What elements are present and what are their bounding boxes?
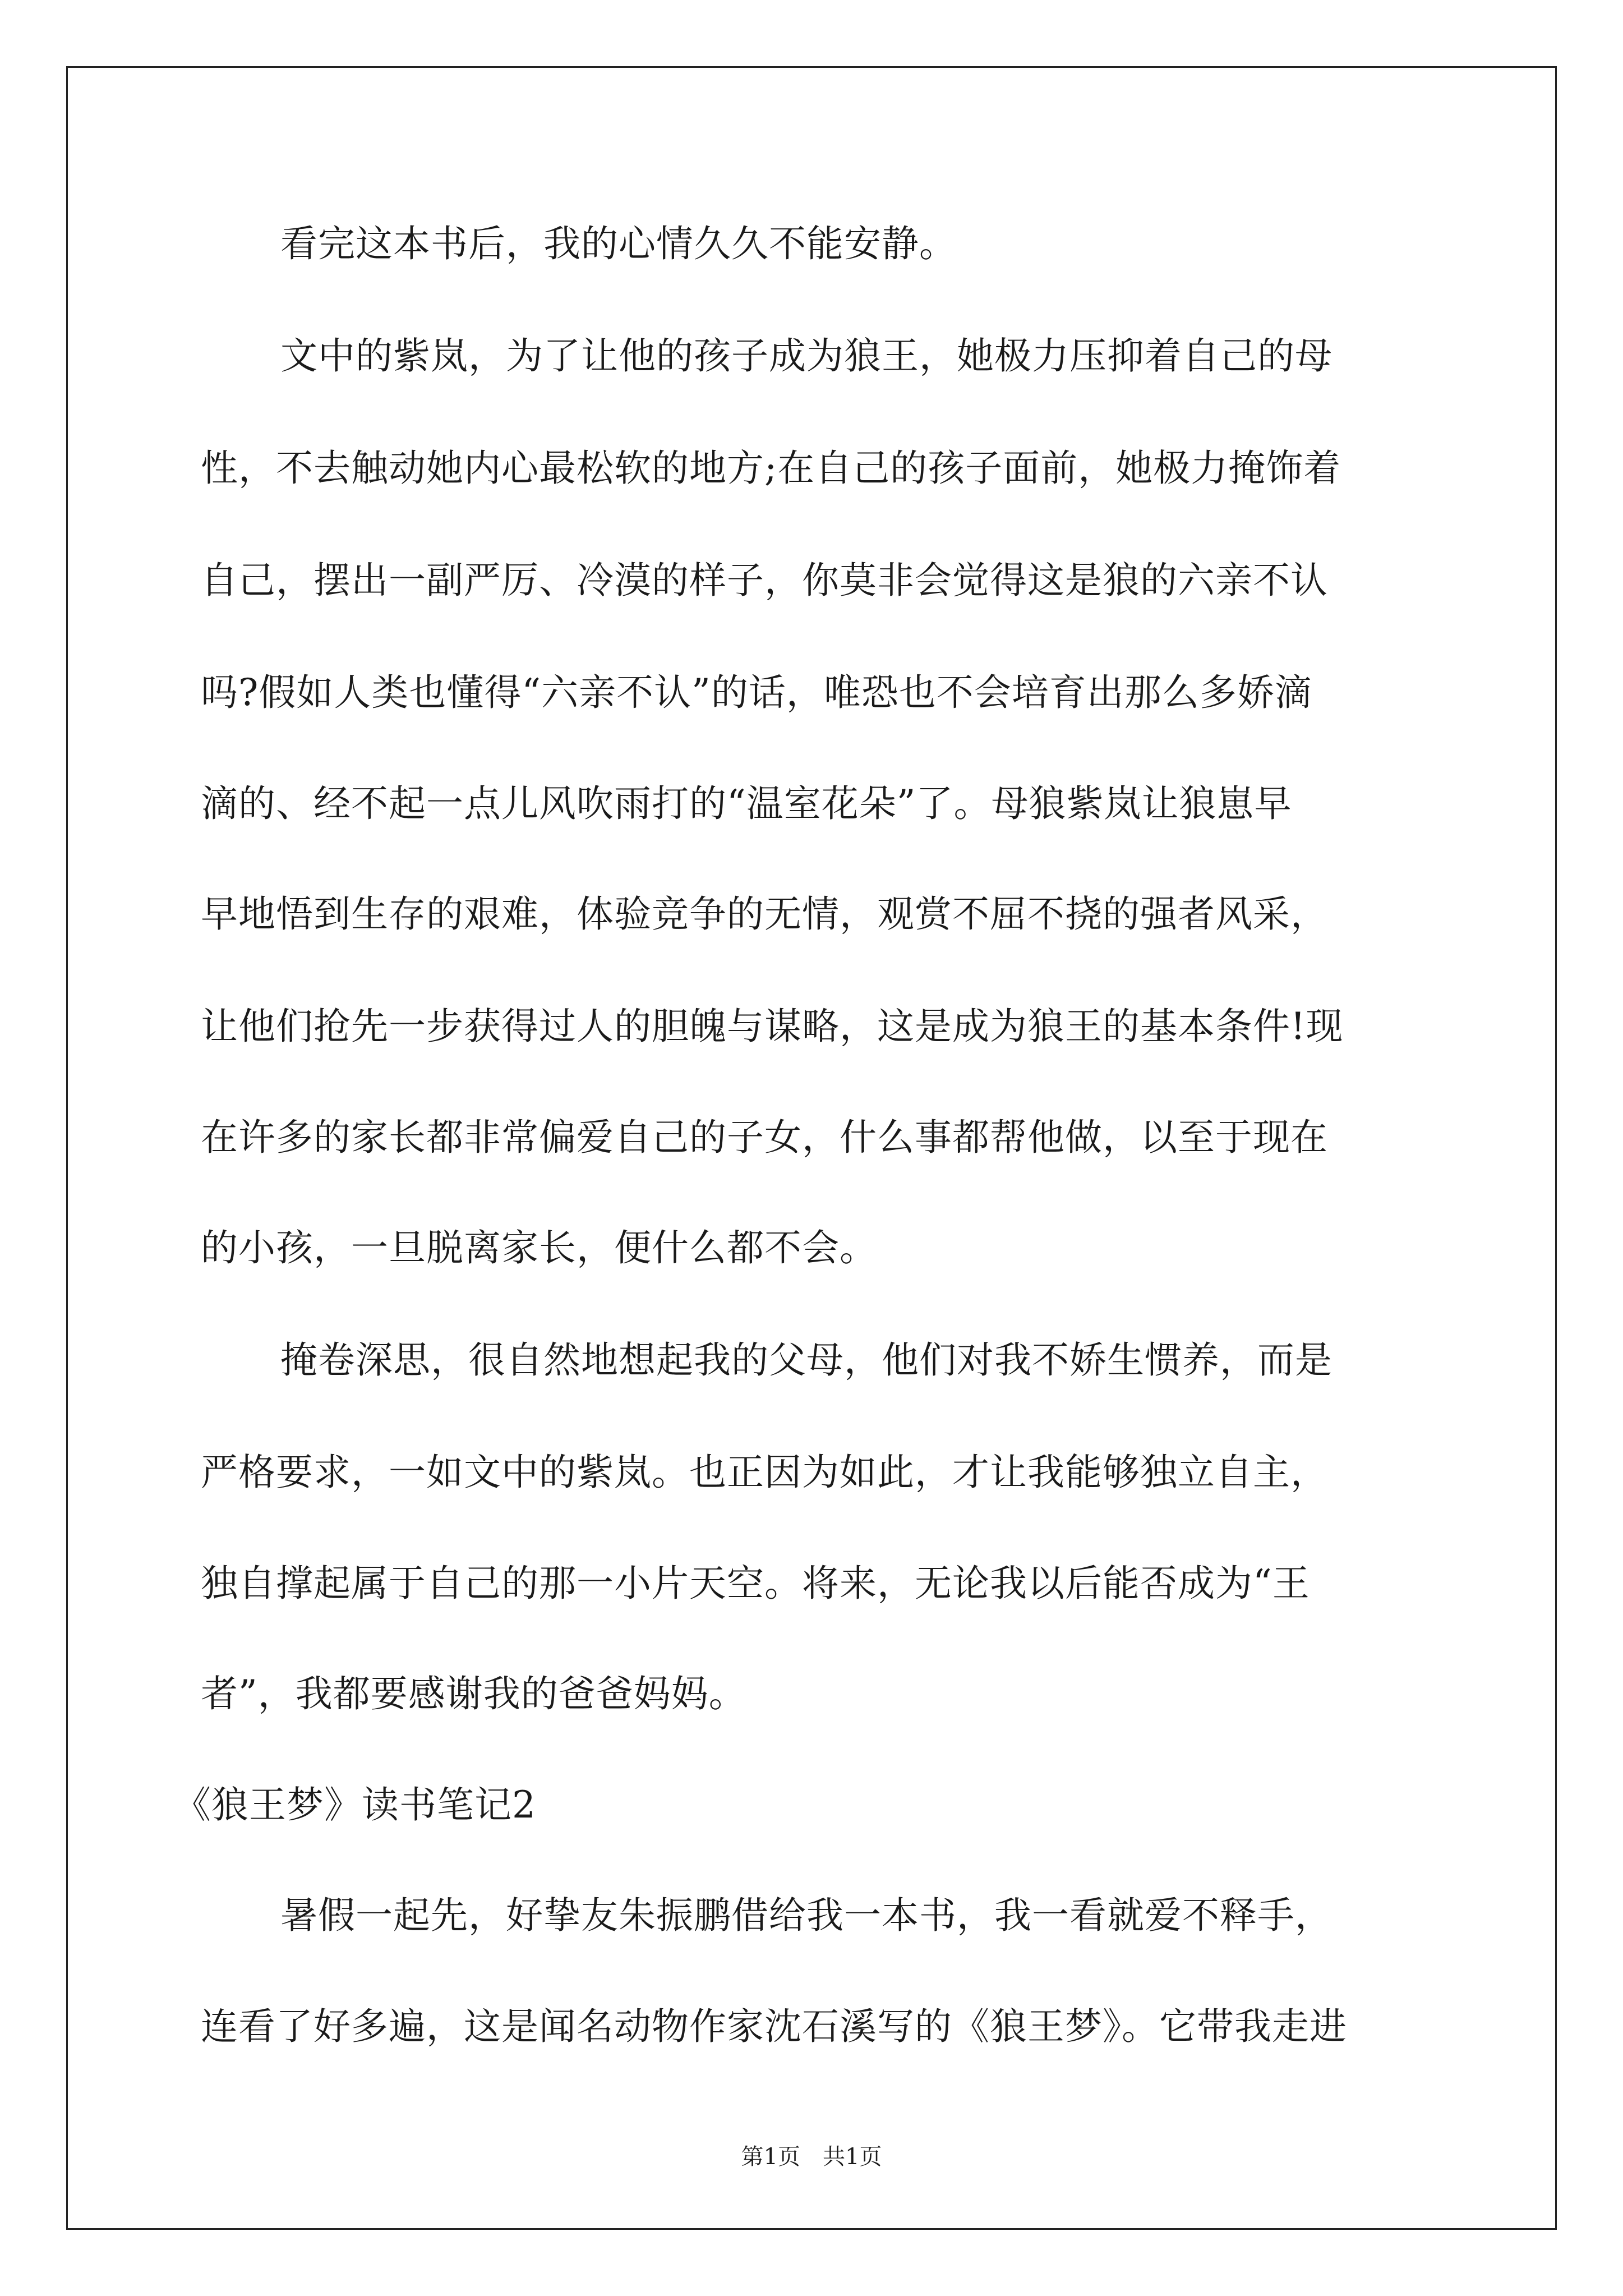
paragraph-line: 掩卷深思，很自然地想起我的父母，他们对我不娇生惯养，而是	[280, 1338, 1332, 1382]
paragraph-line: 严格要求，一如文中的紫岚。也正因为如此，才让我能够独立自主，	[201, 1451, 1328, 1494]
paragraph-line: 连看了好多遍，这是闻名动物作家沈石溪写的《狼王梦》。它带我走进	[201, 2005, 1347, 2048]
paragraph-line: 在许多的家长都非常偏爱自己的子女，什么事都帮他做，以至于现在	[201, 1116, 1328, 1159]
paragraph-line: 的小孩，一旦脱离家长，便什么都不会。	[201, 1226, 877, 1269]
paragraph-line: 滴的、经不起一点儿风吹雨打的“温室花朵”了。母狼紫岚让狼崽早	[201, 782, 1292, 825]
paragraph-line: 吗?假如人类也懂得“六亲不认”的话，唯恐也不会培育出那么多娇滴	[201, 671, 1312, 714]
paragraph-line: 暑假一起先，好挚友朱振鹏借给我一本书，我一看就爱不释手，	[280, 1894, 1332, 1937]
paragraph-line: 性，不去触动她内心最松软的地方;在自己的孩子面前，她极力掩饰着	[201, 447, 1341, 490]
paragraph-line: 看完这本书后，我的心情久久不能安静。	[280, 222, 957, 265]
paragraph-line: 早地悟到生存的艰难，体验竞争的无情，观赏不屈不挠的强者风采，	[201, 892, 1328, 936]
page-number-footer: 第1页 共1页	[741, 2144, 882, 2170]
paragraph-line: 自己，摆出一副严厉、冷漠的样子，你莫非会觉得这是狼的六亲不认	[201, 559, 1328, 602]
paragraph-line: 者”，我都要感谢我的爸爸妈妈。	[201, 1672, 746, 1715]
paragraph-line: 让他们抢先一步获得过人的胆魄与谋略，这是成为狼王的基本条件!现	[201, 1005, 1344, 1048]
section-heading: 《狼王梦》读书笔记2	[174, 1783, 536, 1826]
paragraph-line: 文中的紫岚，为了让他的孩子成为狼王，她极力压抑着自己的母	[280, 334, 1332, 378]
paragraph-line: 独自撑起属于自己的那一小片天空。将来，无论我以后能否成为“王	[201, 1562, 1310, 1605]
